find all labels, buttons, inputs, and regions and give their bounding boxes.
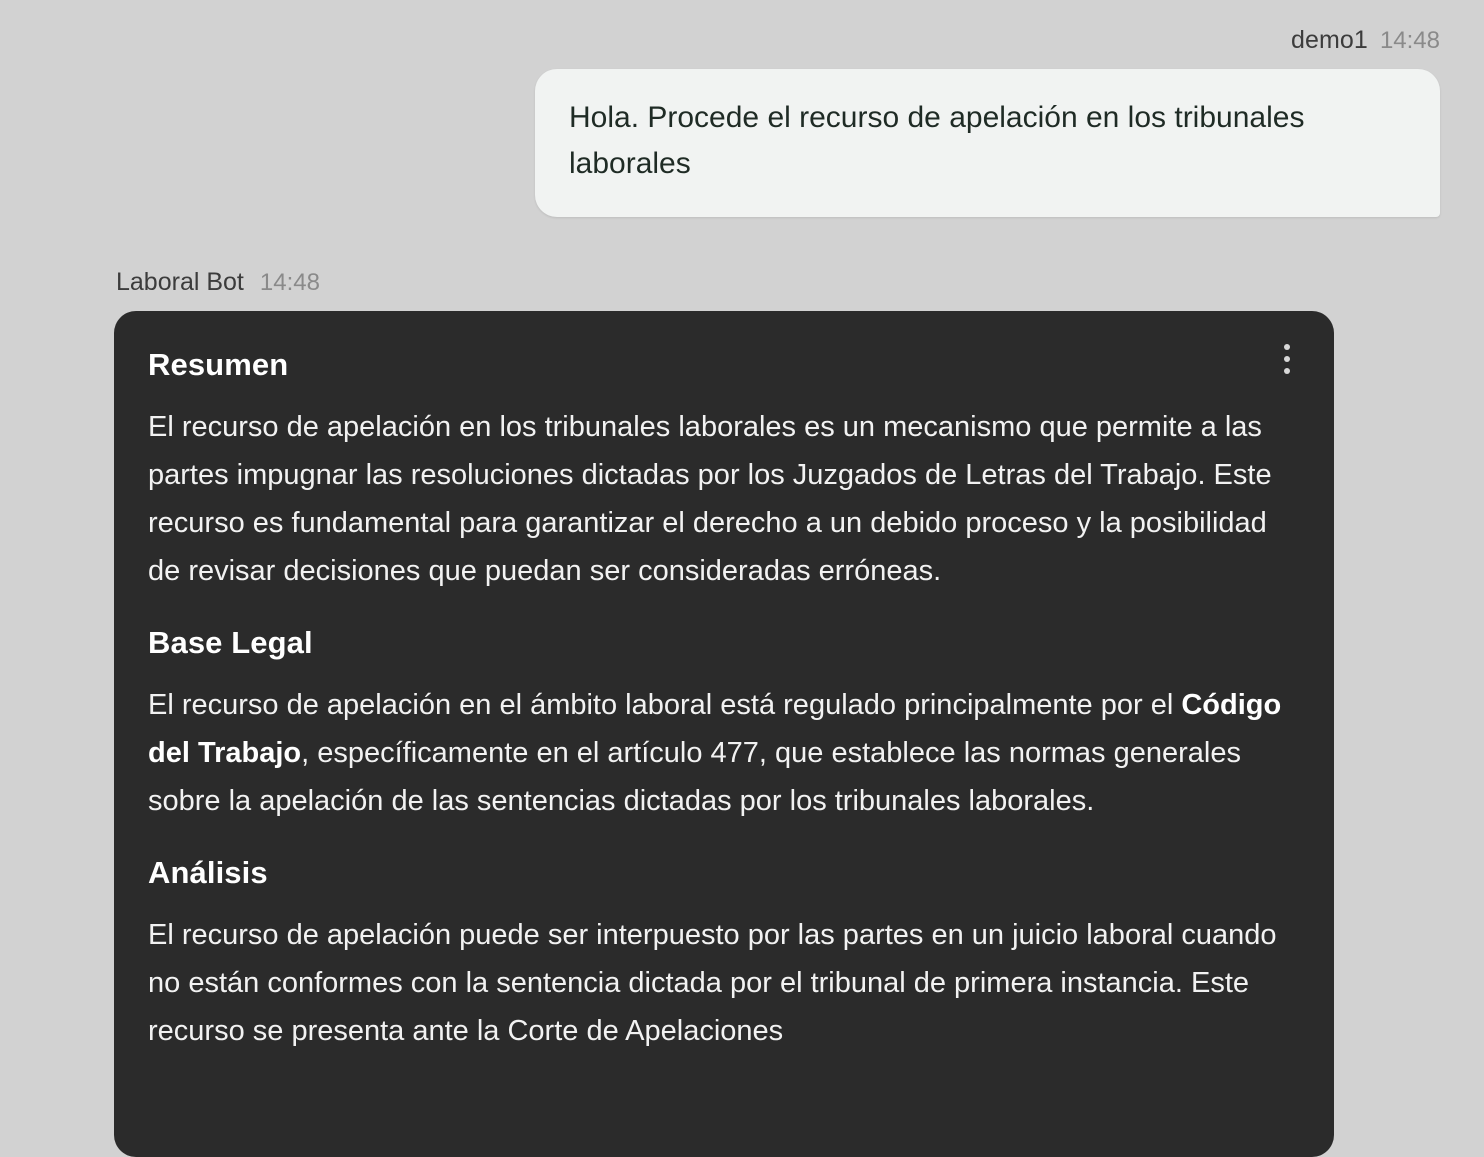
section-paragraph: El recurso de apelación en los tribunales laborales es un mecanismo que permite a las partes impugnar las resoluciones dictadas por los Juzgados de Letras del Trabajo. Este recurso es fundamental para garantizar el derecho a un debido proceso y la posibilidad de revisar decisiones que puedan ser consideradas erróneas. — [148, 411, 1272, 587]
section-analisis — [148, 855, 1290, 1055]
user-message-author: demo1 — [1290, 26, 1368, 54]
bot-message-author: Laboral Bot — [116, 268, 244, 296]
user-message-bubble[interactable] — [535, 69, 1440, 217]
section-paragraph: El recurso de apelación en el ámbito laboral está regulado principalmente por el Código del Trabajo, específicamente en el artículo 477, que establece las normas generales sobre la apelación de las sentencias dictadas por los tribunales laborales. — [148, 689, 1282, 817]
section-heading: Análisis — [148, 855, 268, 890]
user-message-block — [0, 0, 1484, 217]
bot-message-card — [114, 311, 1334, 1157]
section-heading: Base Legal — [148, 625, 313, 660]
section-base-legal — [148, 625, 1290, 825]
section-heading: Resumen — [148, 347, 289, 382]
kebab-dot — [1284, 344, 1290, 350]
user-message-text: Hola. Procede el recurso de apelación en los tribunales laborales — [569, 101, 1305, 180]
kebab-dot — [1284, 368, 1290, 374]
bot-message-time: 14:48 — [259, 269, 320, 296]
user-message-time: 14:48 — [1379, 27, 1440, 54]
section-paragraph: El recurso de apelación puede ser interpuesto por las partes en un juicio laboral cuando no están conformes con la sentencia dictada por el tribunal de primera instancia. Este recurso se presenta ante la Corte de Apelaciones — [148, 919, 1277, 1047]
kebab-menu-icon[interactable] — [1274, 339, 1300, 379]
kebab-dot — [1284, 356, 1290, 362]
user-message-meta — [1291, 0, 1484, 55]
section-resumen — [148, 347, 1290, 595]
bot-message-meta — [0, 268, 1484, 297]
bot-message-block — [0, 268, 1484, 1157]
